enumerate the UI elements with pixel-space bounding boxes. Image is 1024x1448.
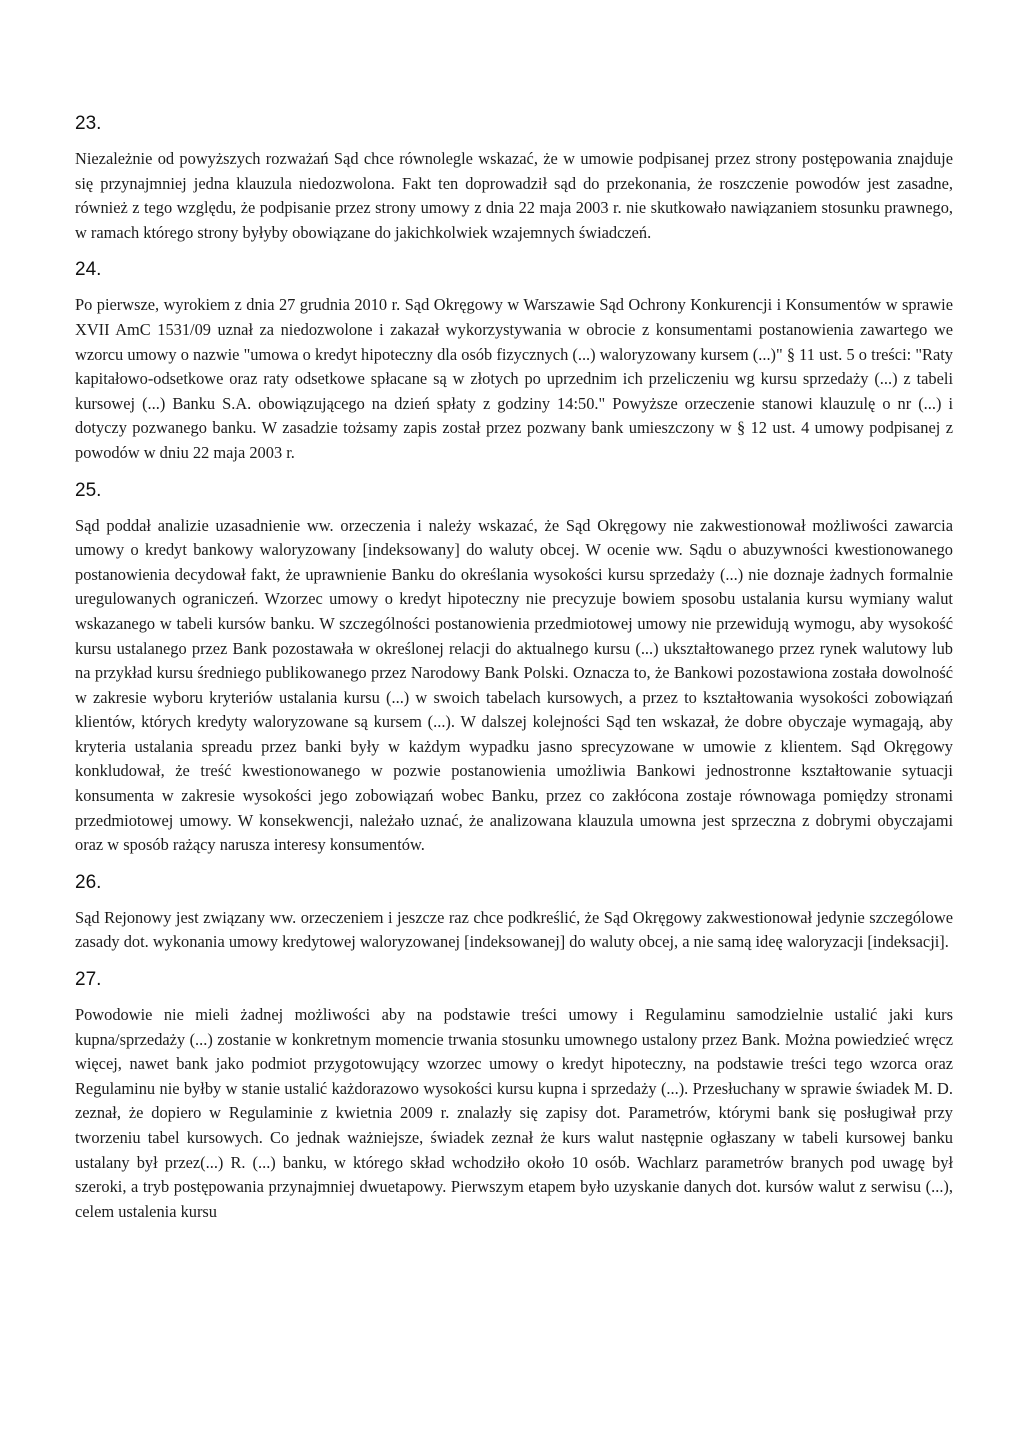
paragraph-text: Powodowie nie mieli żadnej możliwości aby na podstawie treści umowy i Regulaminu samodzielnie ustalić jaki kurs kupna/sprzedaży (...) zostanie w konkretnym momencie trwania stosunku umownego ustalony przez Bank. Można powiedzieć wręcz więcej, nawet bank jako podmiot przygotowujący wzorzec umowy o kredyt hipoteczny, na podstawie treści tego wzorca oraz Regulaminu nie byłby w stanie ustalić każdorazowo wysokości kursu kupna i sprzedaży (...). Przesłuchany w sprawie świadek M. D. zeznał, że dopiero w Regulaminie z kwietnia 2009 r. znalazły się zapisy dot. Parametrów, którymi bank się posługiwał przy tworzeniu tabel kursowych. Co jednak ważniejsze, świadek zeznał że kurs walut następnie ogłaszany w tabeli kursowej banku ustalany był przez(...) R. (...) banku, w którego skład wchodziło około 10 osób. Wachlarz parametrów branych pod uwagę był szeroki, a tryb postępowania przynajmniej dwuetapowy. Pierwszym etapem było uzyskanie danych dot. kursów walut z serwisu (...), celem ustalenia kursu [75, 1005, 953, 1221]
paragraph-text: Sąd Rejonowy jest związany ww. orzeczeniem i jeszcze raz chce podkreślić, że Sąd Okręgowy zakwestionował jedynie szczególowe zasady dot. wykonania umowy kredytowej waloryzowanej [indeksowanej] do waluty obcej, a nie samą ideę waloryzacji [indeksacji]. [75, 907, 953, 952]
paragraph-26 [75, 872, 953, 955]
paragraph-23 [75, 113, 953, 245]
paragraph-25 [75, 480, 953, 858]
paragraph-text: Niezależnie od powyższych rozważań Sąd chce równolegle wskazać, że w umowie podpisanej przez strony postępowania znajduje się przynajmniej jedna klauzula niedozwolona. Fakt ten doprowadził sąd do przekonania, że roszczenie powodów jest zasadne, również z tego względu, że podpisanie przez strony umowy z dnia 22 maja 2003 r. nie skutkowało nawiązaniem stosunku prawnego, w ramach którego strony byłyby obowiązane do jakichkolwiek wzajemnych świadczeń. [75, 149, 953, 242]
document-page [75, 113, 953, 1238]
paragraph-27 [75, 969, 953, 1224]
paragraph-text: Sąd poddał analizie uzasadnienie ww. orzeczenia i należy wskazać, że Sąd Okręgowy nie zakwestionował możliwości zawarcia umowy o kredyt bankowy waloryzowany [indeksowany] do waluty obcej. W ocenie ww. Sądu o abuzywności kwestionowanego postanowienia decydował fakt, że uprawnienie Banku do określania wysokości kursu sprzedaży (...) nie doznaje żadnych formalnie uregulowanych ograniczeń. Wzorzec umowy o kredyt hipoteczny nie precyzuje bowiem sposobu ustalania kursu wymiany walut wskazanego w tabeli kursów banku. W szczególności postanowienia przedmiotowej umowy nie przewidują wymogu, aby wysokość kursu ustalanego przez Bank pozostawała w określonej relacji do aktualnego kursu (...) ukształtowanego przez rynek walutowy lub na przykład kursu średniego publikowanego przez Narodowy Bank Polski. Oznacza to, że Bankowi pozostawiona została dowolność w zakresie wyboru kryteriów ustalania kursu (...) w swoich tabelach kursowych, a przez to kształtowania wysokości zobowiązań klientów, których kredyty waloryzowane są kursem (...). W dalszej kolejności Sąd ten wskazał, że dobre obyczaje wymagają, aby kryteria ustalania spreadu przez banki były w każdym wypadku jasno sprecyzowane w umowie z klientem. Sąd Okręgowy konkludował, że treść kwestionowanego w pozwie postanowienia umożliwia Bankowi jednostronne kształtowanie sytuacji konsumenta w zakresie wysokości jego zobowiązań wobec Banku, przez co zakłócona zostaje równowaga pomiędzy stronami przedmiotowej umowy. W konsekwencji, należało uznać, że analizowana klauzula umowna jest sprzeczna z dobrymi obyczajami oraz w sposób rażący narusza interesy konsumentów. [75, 515, 953, 855]
paragraph-number: 25. [75, 479, 102, 501]
paragraph-number: 26. [75, 871, 102, 893]
paragraph-number: 27. [75, 969, 102, 991]
paragraph-text: Po pierwsze, wyrokiem z dnia 27 grudnia 2010 r. Sąd Okręgowy w Warszawie Sąd Ochrony Konkurencji i Konsumentów w sprawie XVII AmC 1531/09 uznał za niedozwolone i zakazał wykorzystywania w obrocie z konsumentami postanowienia zawartego we wzorcu umowy o nazwie "umowa o kredyt hipoteczny dla osób fizycznych (...) waloryzowany kursem (...)" § 11 ust. 5 o treści: "Raty kapitałowo-odsetkowe oraz raty odsetkowe spłacane są w złotych po uprzednim ich przeliczeniu wg kursu sprzedaży (...) z tabeli kursowej (...) Banku S.A. obowiązującego na dzień spłaty z godziny 14:50." Powyższe orzeczenie stanowi klauzulę o nr (...) i dotyczy pozwanego banku. W zasadzie tożsamy zapis został przez pozwany bank umieszczony w § 12 ust. 4 umowy podpisanej z powodów w dniu 22 maja 2003 r. [75, 295, 953, 462]
paragraph-number: 23. [75, 113, 102, 134]
paragraph-number: 24. [75, 259, 102, 281]
paragraph-24 [75, 259, 953, 465]
